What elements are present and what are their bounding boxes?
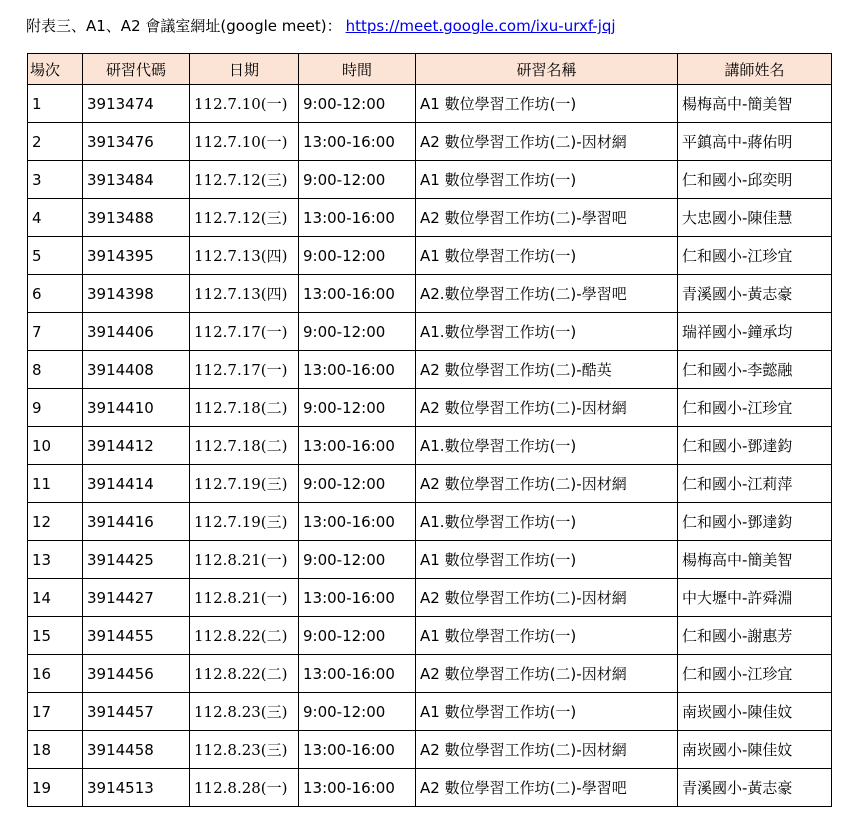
header-session: 場次: [28, 54, 83, 85]
time-cell: 13:00-16:00: [299, 123, 416, 161]
table-row: [28, 769, 832, 807]
code-cell: 3914410: [83, 389, 190, 427]
session-cell: 1: [28, 85, 83, 123]
course-name-cell: A2 數位學習工作坊(二)-因材網: [416, 465, 678, 503]
time-cell: 9:00-12:00: [299, 465, 416, 503]
date-cell: 112.7.17(一): [190, 313, 299, 351]
session-cell: 9: [28, 389, 83, 427]
code-cell: 3914458: [83, 731, 190, 769]
date-cell: 112.7.10(一): [190, 85, 299, 123]
table-row: [28, 617, 832, 655]
meet-link[interactable]: https://meet.google.com/ixu-urxf-jqj: [345, 17, 616, 35]
table-row: [28, 123, 832, 161]
tutor-cell: 青溪國小-黃志豪: [678, 769, 832, 807]
course-name-cell: A2 數位學習工作坊(二)-因材網: [416, 655, 678, 693]
date-cell: 112.8.21(一): [190, 541, 299, 579]
course-name-cell: A1 數位學習工作坊(一): [416, 237, 678, 275]
code-cell: 3914412: [83, 427, 190, 465]
date-cell: 112.7.17(一): [190, 351, 299, 389]
session-cell: 10: [28, 427, 83, 465]
time-cell: 13:00-16:00: [299, 655, 416, 693]
tutor-cell: 仁和國小-江珍宜: [678, 655, 832, 693]
course-name-cell: A2 數位學習工作坊(二)-酷英: [416, 351, 678, 389]
date-cell: 112.7.12(三): [190, 199, 299, 237]
time-cell: 9:00-12:00: [299, 237, 416, 275]
time-cell: 13:00-16:00: [299, 503, 416, 541]
tutor-cell: 中大壢中-許舜淵: [678, 579, 832, 617]
table-row: [28, 389, 832, 427]
time-cell: 9:00-12:00: [299, 313, 416, 351]
table-row: [28, 161, 832, 199]
course-name-cell: A2 數位學習工作坊(二)-因材網: [416, 579, 678, 617]
session-cell: 18: [28, 731, 83, 769]
code-cell: 3914457: [83, 693, 190, 731]
session-cell: 19: [28, 769, 83, 807]
time-cell: 9:00-12:00: [299, 389, 416, 427]
session-cell: 15: [28, 617, 83, 655]
code-cell: 3914427: [83, 579, 190, 617]
course-name-cell: A2 數位學習工作坊(二)-因材網: [416, 123, 678, 161]
date-cell: 112.8.21(一): [190, 579, 299, 617]
table-row: [28, 655, 832, 693]
date-cell: 112.8.22(二): [190, 655, 299, 693]
session-cell: 4: [28, 199, 83, 237]
code-cell: 3913488: [83, 199, 190, 237]
date-cell: 112.7.18(二): [190, 389, 299, 427]
time-cell: 13:00-16:00: [299, 731, 416, 769]
course-name-cell: A1 數位學習工作坊(一): [416, 85, 678, 123]
course-name-cell: A1 數位學習工作坊(一): [416, 693, 678, 731]
course-name-cell: A1.數位學習工作坊(一): [416, 503, 678, 541]
session-cell: 8: [28, 351, 83, 389]
table-row: [28, 351, 832, 389]
date-cell: 112.7.13(四): [190, 237, 299, 275]
tutor-cell: 仁和國小-邱奕明: [678, 161, 832, 199]
code-cell: 3913484: [83, 161, 190, 199]
header-time: 時間: [299, 54, 416, 85]
tutor-cell: 仁和國小-謝惠芳: [678, 617, 832, 655]
date-cell: 112.7.18(二): [190, 427, 299, 465]
time-cell: 9:00-12:00: [299, 541, 416, 579]
code-cell: 3914416: [83, 503, 190, 541]
code-cell: 3914455: [83, 617, 190, 655]
date-cell: 112.8.23(三): [190, 693, 299, 731]
tutor-cell: 楊梅高中-簡美智: [678, 85, 832, 123]
session-cell: 14: [28, 579, 83, 617]
course-name-cell: A1.數位學習工作坊(一): [416, 427, 678, 465]
heading-prefix: 附表三、A1、A2 會議室網址(google meet)：: [26, 17, 342, 35]
table-row: [28, 199, 832, 237]
time-cell: 9:00-12:00: [299, 85, 416, 123]
session-cell: 3: [28, 161, 83, 199]
header-code: 研習代碼: [83, 54, 190, 85]
table-row: [28, 85, 832, 123]
course-name-cell: A1 數位學習工作坊(一): [416, 617, 678, 655]
table-row: [28, 579, 832, 617]
time-cell: 9:00-12:00: [299, 161, 416, 199]
time-cell: 9:00-12:00: [299, 693, 416, 731]
code-cell: 3913476: [83, 123, 190, 161]
tutor-cell: 仁和國小-李懿融: [678, 351, 832, 389]
tutor-cell: 青溪國小-黃志豪: [678, 275, 832, 313]
date-cell: 112.7.19(三): [190, 465, 299, 503]
code-cell: 3914456: [83, 655, 190, 693]
code-cell: 3914406: [83, 313, 190, 351]
date-cell: 112.7.12(三): [190, 161, 299, 199]
time-cell: 13:00-16:00: [299, 579, 416, 617]
date-cell: 112.7.10(一): [190, 123, 299, 161]
code-cell: 3914395: [83, 237, 190, 275]
time-cell: 13:00-16:00: [299, 199, 416, 237]
header-date: 日期: [190, 54, 299, 85]
course-name-cell: A2 數位學習工作坊(二)-因材網: [416, 731, 678, 769]
tutor-cell: 南崁國小-陳佳妏: [678, 731, 832, 769]
time-cell: 9:00-12:00: [299, 617, 416, 655]
session-cell: 13: [28, 541, 83, 579]
course-name-cell: A1 數位學習工作坊(一): [416, 161, 678, 199]
time-cell: 13:00-16:00: [299, 427, 416, 465]
time-cell: 13:00-16:00: [299, 275, 416, 313]
table-row: [28, 275, 832, 313]
code-cell: 3914513: [83, 769, 190, 807]
code-cell: 3914408: [83, 351, 190, 389]
date-cell: 112.7.13(四): [190, 275, 299, 313]
table-row: [28, 427, 832, 465]
tutor-cell: 仁和國小-江莉萍: [678, 465, 832, 503]
header-course-name: 研習名稱: [416, 54, 678, 85]
date-cell: 112.8.28(一): [190, 769, 299, 807]
schedule-table: [27, 53, 832, 807]
tutor-cell: 瑞祥國小-鐘承均: [678, 313, 832, 351]
time-cell: 13:00-16:00: [299, 769, 416, 807]
table-row: [28, 503, 832, 541]
date-cell: 112.8.22(二): [190, 617, 299, 655]
course-name-cell: A2 數位學習工作坊(二)-學習吧: [416, 769, 678, 807]
tutor-cell: 仁和國小-江珍宜: [678, 389, 832, 427]
tutor-cell: 楊梅高中-簡美智: [678, 541, 832, 579]
session-cell: 5: [28, 237, 83, 275]
course-name-cell: A2 數位學習工作坊(二)-學習吧: [416, 199, 678, 237]
session-cell: 6: [28, 275, 83, 313]
course-name-cell: A1.數位學習工作坊(一): [416, 313, 678, 351]
course-name-cell: A2 數位學習工作坊(二)-因材網: [416, 389, 678, 427]
tutor-cell: 仁和國小-鄧達鈞: [678, 503, 832, 541]
page-heading: [26, 12, 616, 40]
table-header-row: [28, 54, 832, 85]
code-cell: 3913474: [83, 85, 190, 123]
tutor-cell: 平鎮高中-蔣佑明: [678, 123, 832, 161]
code-cell: 3914398: [83, 275, 190, 313]
tutor-cell: 仁和國小-江珍宜: [678, 237, 832, 275]
course-name-cell: A2.數位學習工作坊(二)-學習吧: [416, 275, 678, 313]
table-row: [28, 237, 832, 275]
date-cell: 112.8.23(三): [190, 731, 299, 769]
table-row: [28, 693, 832, 731]
session-cell: 11: [28, 465, 83, 503]
tutor-cell: 仁和國小-鄧達鈞: [678, 427, 832, 465]
tutor-cell: 南崁國小-陳佳妏: [678, 693, 832, 731]
header-tutor: 講師姓名: [678, 54, 832, 85]
code-cell: 3914414: [83, 465, 190, 503]
time-cell: 13:00-16:00: [299, 351, 416, 389]
tutor-cell: 大忠國小-陳佳慧: [678, 199, 832, 237]
session-cell: 12: [28, 503, 83, 541]
table-row: [28, 731, 832, 769]
date-cell: 112.7.19(三): [190, 503, 299, 541]
table-row: [28, 541, 832, 579]
table-row: [28, 465, 832, 503]
table-body: [28, 85, 832, 807]
course-name-cell: A1 數位學習工作坊(一): [416, 541, 678, 579]
session-cell: 7: [28, 313, 83, 351]
session-cell: 2: [28, 123, 83, 161]
table-row: [28, 313, 832, 351]
session-cell: 17: [28, 693, 83, 731]
session-cell: 16: [28, 655, 83, 693]
code-cell: 3914425: [83, 541, 190, 579]
